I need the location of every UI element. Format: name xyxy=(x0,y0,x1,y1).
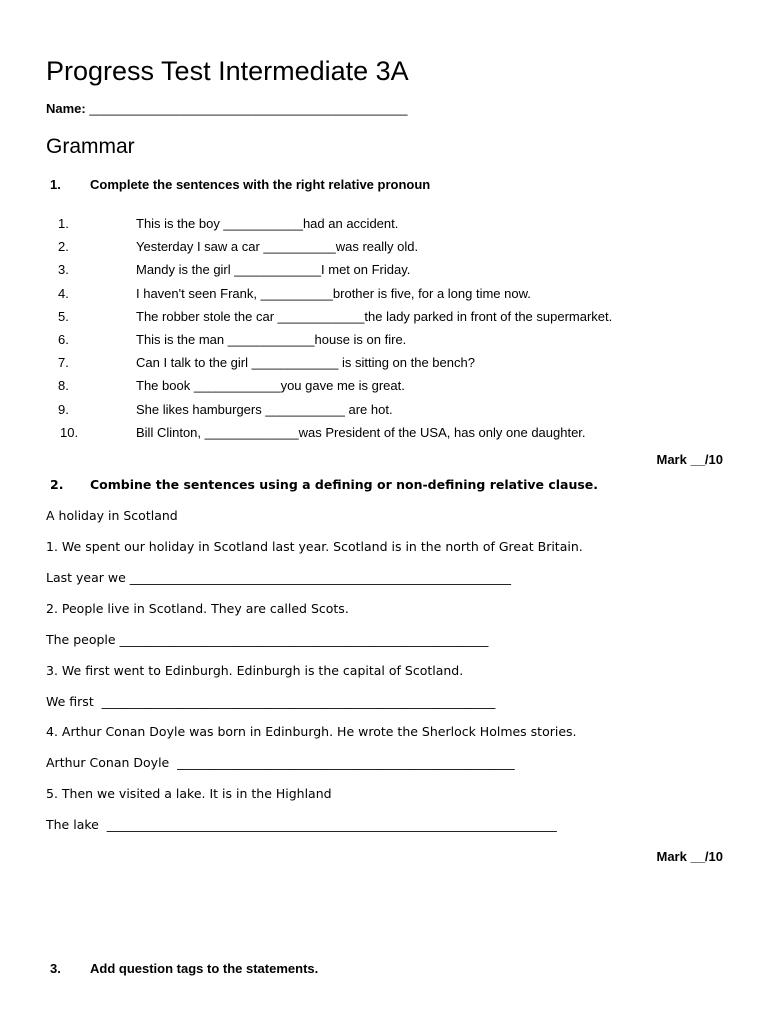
section-heading: Grammar xyxy=(46,135,135,158)
task1-item-number: 3. xyxy=(58,262,69,277)
task2-answer-line[interactable]: The lake ________________________________________________________________________ xyxy=(46,817,557,832)
task1-item-text[interactable]: I haven't seen Frank, __________brother is five, for a long time now. xyxy=(136,286,531,301)
task1-item-number: 1. xyxy=(58,216,69,231)
task2-prompt: 5. Then we visited a lake. It is in the Highland xyxy=(46,786,332,801)
task3-instruction: Add question tags to the statements. xyxy=(90,961,319,976)
task1-item-number: 4. xyxy=(58,286,69,301)
task1-item-text[interactable]: Bill Clinton, _____________was President of the USA, has only one daughter. xyxy=(136,425,586,440)
task2-answer-line[interactable]: Last year we _____________________________________________________________ xyxy=(46,570,512,585)
page-title: Progress Test Intermediate 3A xyxy=(46,56,409,86)
task2-prompt: 1. We spent our holiday in Scotland last year. Scotland is in the north of Great Britain. xyxy=(46,539,583,554)
task1-item-number: 7. xyxy=(58,355,69,370)
task1-item-text[interactable]: This is the man ____________house is on fire. xyxy=(136,332,407,347)
task1-instruction: Complete the sentences with the right relative pronoun xyxy=(90,177,431,192)
task1-item-text[interactable]: This is the boy ___________had an accident. xyxy=(136,216,399,231)
task2-answer-line[interactable]: The people ___________________________________________________________ xyxy=(46,632,489,647)
task1-item-number: 2. xyxy=(58,239,69,254)
task2-mark: Mark __/10 xyxy=(656,849,723,864)
task1-item-text[interactable]: Mandy is the girl ____________I met on Friday. xyxy=(136,262,411,277)
task1-item-number: 9. xyxy=(58,402,69,417)
task2-prompt: 4. Arthur Conan Doyle was born in Edinburgh. He wrote the Sherlock Holmes stories. xyxy=(46,724,577,739)
task2-instruction: Combine the sentences using a defining or non-defining relative clause. xyxy=(90,477,599,492)
task3-number: 3. xyxy=(50,961,61,976)
task2-answer-line[interactable]: Arthur Conan Doyle ______________________________________________________ xyxy=(46,755,515,770)
name-line[interactable]: ____________________________________________ xyxy=(85,101,408,116)
task1-item-text[interactable]: Can I talk to the girl ____________ is sitting on the bench? xyxy=(136,355,475,370)
task1-item-number: 5. xyxy=(58,309,69,324)
task2-prompt: 3. We first went to Edinburgh. Edinburgh is the capital of Scotland. xyxy=(46,663,464,678)
task2-subtitle: A holiday in Scotland xyxy=(46,508,178,523)
name-field[interactable] xyxy=(46,101,407,116)
task1-item-text[interactable]: She likes hamburgers ___________ are hot. xyxy=(136,402,393,417)
task2-prompt: 2. People live in Scotland. They are called Scots. xyxy=(46,601,349,616)
task1-mark: Mark __/10 xyxy=(656,452,723,467)
task2-number: 2. xyxy=(50,477,64,492)
name-label: Name: xyxy=(46,101,86,116)
task1-number: 1. xyxy=(50,177,61,192)
task1-item-number: 10. xyxy=(60,425,79,440)
task1-item-text[interactable]: Yesterday I saw a car __________was really old. xyxy=(136,239,419,254)
task1-item-text[interactable]: The robber stole the car ____________the lady parked in front of the supermarket. xyxy=(136,309,613,324)
task1-item-number: 8. xyxy=(58,378,69,393)
task2-answer-line[interactable]: We first _______________________________________________________________ xyxy=(46,694,496,709)
task1-item-text[interactable]: The book ____________you gave me is great. xyxy=(136,378,405,393)
task1-item-number: 6. xyxy=(58,332,69,347)
